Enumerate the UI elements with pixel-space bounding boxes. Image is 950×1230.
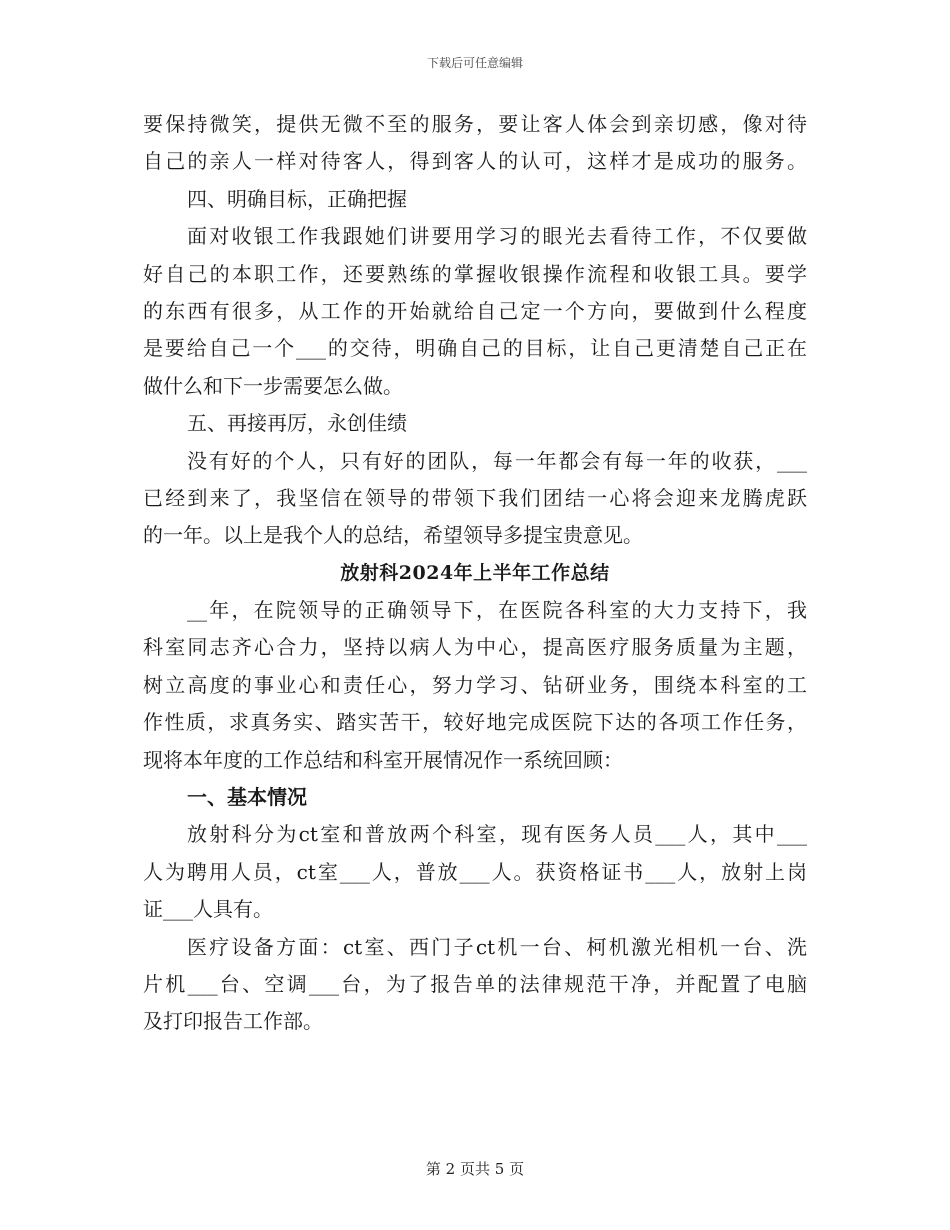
paragraph-line: 的一年。以上是我个人的总结，希望领导多提宝贵意见。 — [143, 523, 643, 548]
paragraph-line: 做什么和下一步需要怎么做。 — [143, 373, 403, 398]
paragraph-line: 及打印报告工作部。 — [143, 1009, 323, 1034]
section-heading-bold: 一、基本情况 — [187, 785, 307, 810]
paragraph-line: 好自己的本职工作，还要熟练的掌握收银操作流程和收银工具。要学 — [143, 261, 807, 286]
section-heading: 五、再接再厉，永创佳绩 — [187, 411, 407, 436]
paragraph-line: 证___人具有。 — [143, 897, 273, 922]
paragraph-line: 面对收银工作我跟她们讲要用学习的眼光去看待工作，不仅要做 — [187, 224, 807, 249]
paragraph-line: 的东西有很多，从工作的开始就给自己定一个方向，要做到什么程度 — [143, 298, 807, 323]
section-heading: 四、明确目标，正确把握 — [187, 186, 407, 211]
paragraph-line: 医疗设备方面：ct室、西门子ct机一台、柯机激光相机一台、洗 — [187, 934, 807, 959]
paragraph-line: 科室同志齐心合力，坚持以病人为中心，提高医疗服务质量为主题， — [143, 635, 807, 660]
paragraph-line: 没有好的个人，只有好的团队，每一年都会有每一年的收获，___ — [187, 448, 807, 473]
paragraph-line: 放射科分为ct室和普放两个科室，现有医务人员___人，其中___ — [187, 822, 807, 847]
paragraph-line: 已经到来了，我坚信在领导的带领下我们团结一心将会迎来龙腾虎跃 — [143, 485, 807, 510]
paragraph-line: 人为聘用人员，ct室___人，普放___人。获资格证书___人，放射上岗 — [143, 859, 807, 884]
page-header: 下载后可任意编辑 — [426, 56, 523, 70]
paragraph-line: __年，在院领导的正确领导下，在医院各科室的大力支持下，我 — [187, 598, 807, 623]
paragraph-line: 自己的亲人一样对待客人，得到客人的认可，这样才是成功的服务。 — [143, 149, 807, 174]
paragraph-line: 树立高度的事业心和责任心，努力学习、钻研业务，围绕本科室的工 — [143, 672, 807, 697]
paragraph-line: 片机___台、空调___台，为了报告单的法律规范干净，并配置了电脑 — [143, 971, 807, 996]
page-footer: 第 2 页共 5 页 — [425, 1160, 525, 1178]
paragraph-line: 现将本年度的工作总结和科室开展情况作一系统回顾： — [143, 747, 623, 772]
document-body — [143, 106, 807, 1041]
paragraph-line: 作性质，求真务实、踏实苦干，较好地完成医院下达的各项工作任务， — [143, 710, 807, 735]
paragraph-line: 是要给自己一个___的交待，明确自己的目标，让自己更清楚自己正在 — [143, 336, 807, 361]
paragraph-line: 要保持微笑，提供无微不至的服务，要让客人体会到亲切感，像对待 — [143, 112, 807, 136]
document-title: 放射科2024年上半年工作总结 — [340, 561, 610, 584]
